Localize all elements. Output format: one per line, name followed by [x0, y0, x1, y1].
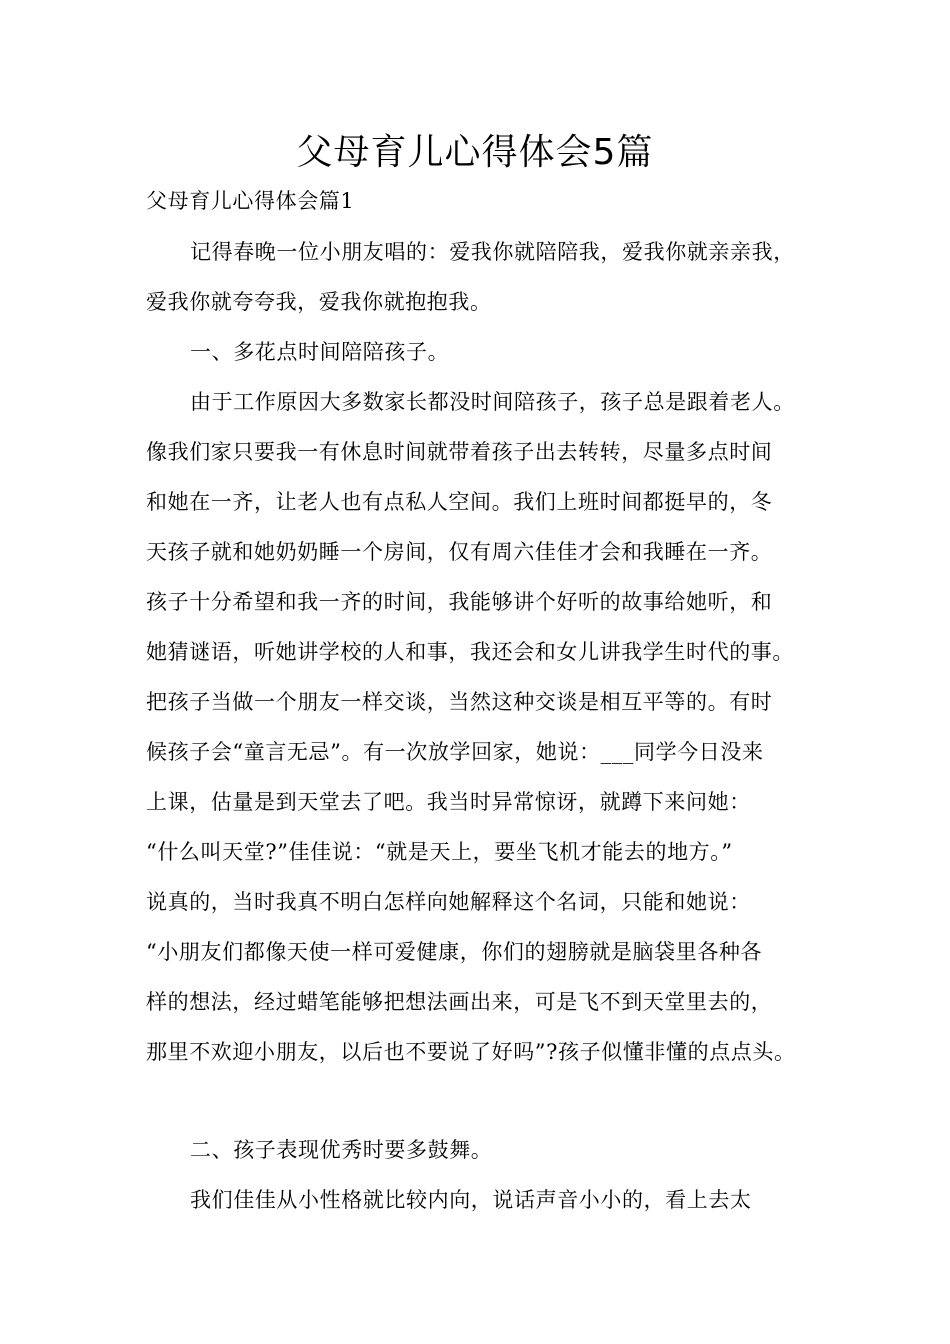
paragraph-line: 爱我你就夸夸我，爱我你就抱抱我。 — [146, 290, 492, 314]
section-heading: 父母育儿心得体会篇1 — [146, 189, 355, 213]
paragraph-line: 天孩子就和她奶奶睡一个房间，仅有周六佳佳才会和我睡在一齐。 — [146, 540, 773, 564]
paragraph-line: 她猜谜语，听她讲学校的人和事，我还会和女儿讲我学生时代的事。 — [146, 640, 794, 664]
paragraph-line: 样的想法，经过蜡笔能够把想法画出来，可是飞不到天堂里去的， — [146, 990, 773, 1014]
paragraph-line: 说真的，当时我真不明白怎样向她解释这个名词，只能和她说： — [146, 890, 751, 914]
paragraph-line: 候孩子会“童言无忌”。有一次放学回家，她说：___同学今日没来 — [146, 740, 764, 764]
subheading-2: 二、孩子表现优秀时要多鼓舞。 — [190, 1138, 493, 1162]
paragraph-line: 像我们家只要我一有休息时间就带着孩子出去转转，尽量多点时间 — [146, 440, 773, 464]
paragraph-line: “小朋友们都像天使一样可爱健康，你们的翅膀就是脑袋里各种各 — [146, 940, 763, 964]
paragraph-line: 上课，估量是到天堂去了吧。我当时异常惊讶，就蹲下来问她： — [146, 790, 751, 814]
subheading-1: 一、多花点时间陪陪孩子。 — [190, 340, 450, 364]
paragraph-line: 和她在一齐，让老人也有点私人空间。我们上班时间都挺早的，冬 — [146, 490, 773, 514]
paragraph-line: 那里不欢迎小朋友，以后也不要说了好吗”?孩子似懂非懂的点点头。 — [146, 1040, 796, 1064]
paragraph-line: 把孩子当做一个朋友一样交谈，当然这种交谈是相互平等的。有时 — [146, 690, 773, 714]
paragraph-line: “什么叫天堂?”佳佳说：“就是天上，要坐飞机才能去的地方。” — [146, 840, 733, 864]
document-title: 父母育儿心得体会5篇 — [296, 132, 654, 173]
paragraph-line: 孩子十分希望和我一齐的时间，我能够讲个好听的故事给她听，和 — [146, 590, 773, 614]
paragraph-line: 我们佳佳从小性格就比较内向，说话声音小小的，看上去太 — [190, 1188, 752, 1212]
paragraph-line: 记得春晚一位小朋友唱的：爱我你就陪陪我，爱我你就亲亲我， — [190, 240, 795, 264]
paragraph-line: 由于工作原因大多数家长都没时间陪孩子，孩子总是跟着老人。 — [190, 390, 795, 414]
